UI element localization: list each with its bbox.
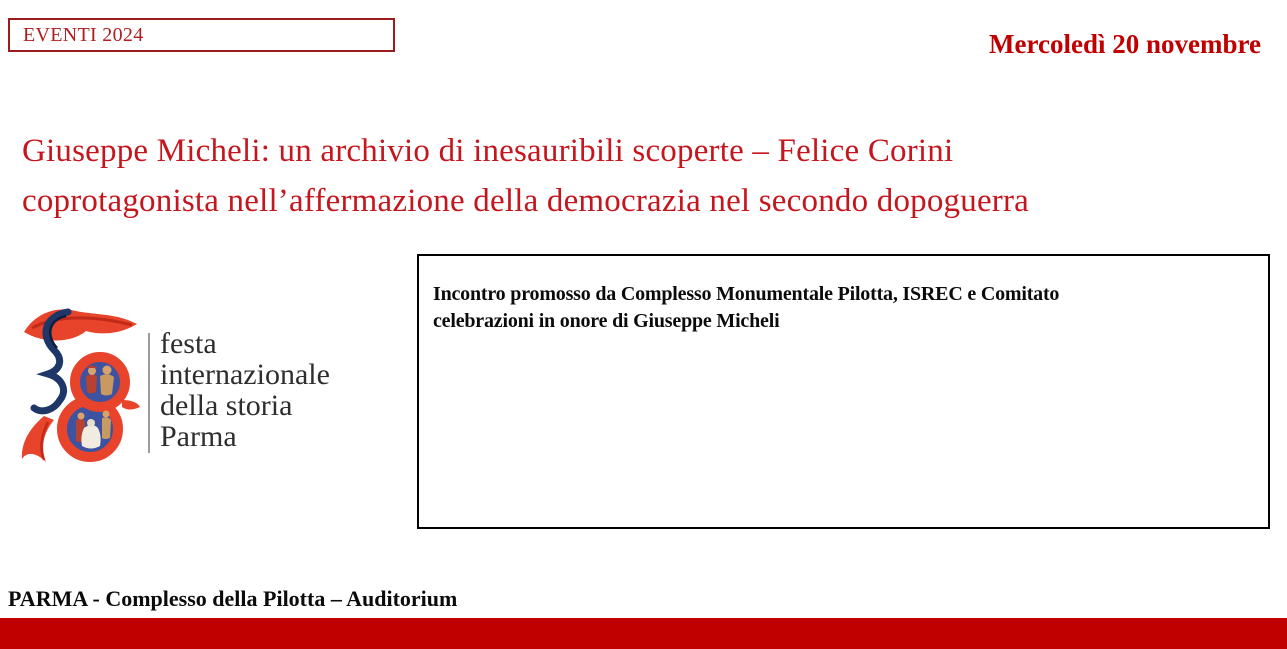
logo-wordmark: [160, 328, 330, 452]
logo-line-della-storia: della storia: [160, 389, 293, 422]
logo-line-festa: festa: [160, 327, 217, 360]
logo-divider: [148, 333, 150, 453]
festa-storia-parma-logo: [10, 302, 370, 472]
eventi-2024-badge: [8, 18, 395, 52]
venue-line: PARMA - Complesso della Pilotta – Auditorium: [8, 586, 458, 611]
event-title: [22, 126, 1029, 226]
event-title-line-1: Giuseppe Micheli: un archivio di inesauribili scoperte – Felice Corini: [22, 133, 954, 169]
event-info-line-1: Incontro promosso da Complesso Monumentale Pilotta, ISREC e Comitato: [433, 283, 1060, 305]
eventi-2024-label: EVENTI 2024: [23, 23, 144, 46]
event-info-box: [417, 254, 1270, 529]
event-title-line-2: coprotagonista nell’affermazione della democrazia nel secondo dopoguerra: [22, 183, 1030, 219]
illuminated-initial-icon: [10, 302, 148, 472]
logo-line-internazionale: internazionale: [160, 358, 330, 391]
event-date: Mercoledì 20 novembre: [989, 29, 1261, 59]
footer-bar: [0, 618, 1287, 649]
event-info-line-2: celebrazioni in onore di Giuseppe Micheli: [433, 310, 780, 332]
event-info-text: [419, 256, 1268, 335]
logo-line-parma: Parma: [160, 420, 237, 453]
